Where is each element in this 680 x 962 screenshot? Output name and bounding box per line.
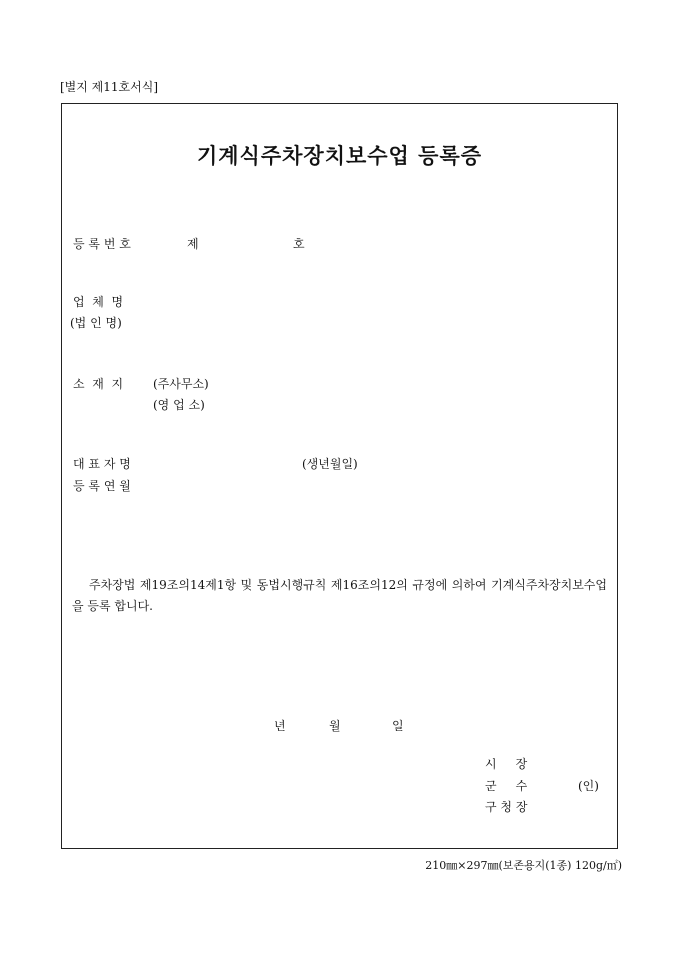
location-label: 소 재 지	[73, 377, 124, 391]
seal-mark: (인)	[578, 779, 599, 793]
registration-date-label: 등 록 연 월	[73, 479, 131, 493]
registration-number-prefix: 제	[187, 237, 199, 251]
date-month: 월	[329, 719, 341, 733]
corporate-name-label: (법 인 명)	[70, 316, 122, 330]
form-number-label: [별지 제11호서식]	[60, 80, 158, 94]
date-year: 년	[274, 719, 286, 733]
business-name-label: 업 체 명	[73, 295, 124, 309]
registration-number-label: 등 록 번 호	[73, 237, 131, 251]
representative-name-label: 대 표 자 명	[73, 457, 131, 471]
signatory-mayor: 시 장	[485, 757, 528, 771]
paper-spec-footer: 210㎜×297㎜(보존용지(1종) 120g/㎡)	[425, 859, 622, 872]
signatory-county-head: 군 수	[485, 779, 528, 793]
form-border	[61, 103, 618, 849]
document-title: 기계식주차장치보수업 등록증	[196, 143, 483, 168]
statement-paragraph: 주차장법 제19조의14제1항 및 동법시행규칙 제16조의12의 규정에 의하여 기계식주차장치보수업을 등록 합니다.	[72, 578, 607, 613]
date-day: 일	[392, 719, 404, 733]
business-office-label: (영 업 소)	[153, 398, 205, 412]
signatory-district-head: 구 청 장	[485, 800, 528, 814]
birth-date-label: (생년월일)	[302, 457, 358, 471]
head-office-label: (주사무소)	[153, 377, 209, 391]
registration-number-suffix: 호	[293, 237, 305, 251]
